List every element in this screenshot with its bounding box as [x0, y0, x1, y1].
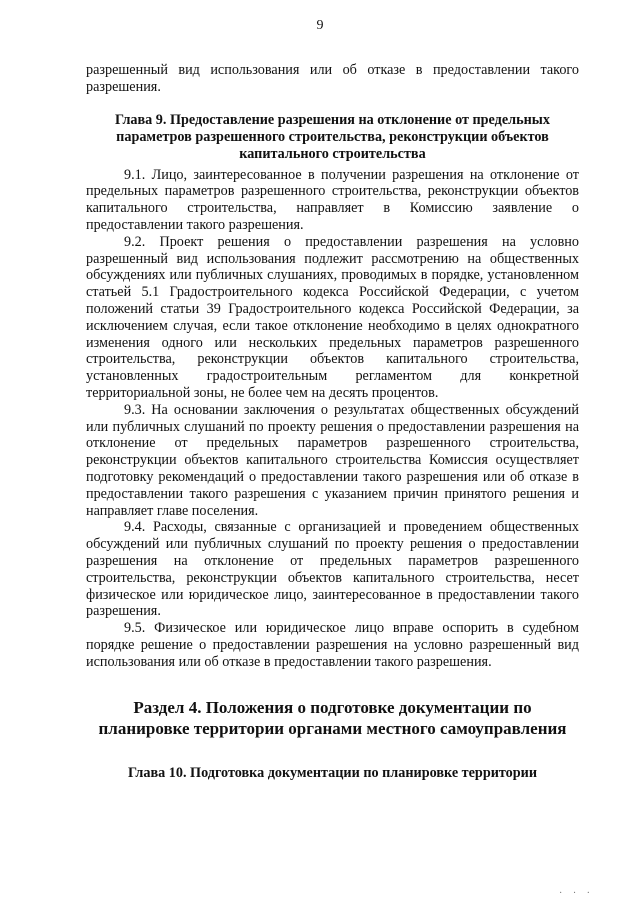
page-number: 9: [316, 18, 324, 33]
paragraph-9-2: 9.2. Проект решения о предоставлении разрешения на условно разрешенный вид использования подлежит рассмотрению на общественных обсуждениях или публичных слушаниях, проводимых в порядке, установленном статьей 5.1 Градостроительного кодекса Российской Федерации, с учетом положений статьи 39 Градостроительного кодекса Российской Федерации, за исключением случая, если такое отклонение необходимо в целях однократного изменения одного или нескольких предельных параметров разрешенного строительства, реконструкции объектов капитального строительства, установленных градостроительным регламентом для конкретной территориальной зоны, не более чем на десять процентов.: [86, 233, 579, 401]
continuation-paragraph: разрешенный вид использования или об отказе в предоставлении такого разрешения.: [86, 62, 579, 95]
paragraph-9-4: 9.4. Расходы, связанные с организацией и проведением общественных обсуждений или публичных слушаний по проекту решения о предоставлении разрешения на отклонение от предельных параметров разрешенного строительства, реконструкции объектов капитального строительства, несет физическое или юридическое лицо, заинтересованное в предоставлении такого разрешения.: [86, 519, 579, 620]
document-body: [86, 62, 579, 782]
paragraph-9-5: 9.5. Физическое или юридическое лицо вправе оспорить в судебном порядке решение о предоставлении разрешения на условно разрешенный вид использования или об отказе в предоставлении такого разрешения.: [86, 620, 579, 670]
chapter-10-heading: Глава 10. Подготовка документации по планировке территории: [127, 764, 538, 781]
scan-margin-mark: · · ·: [559, 888, 594, 899]
section-4-heading: Раздел 4. Положения о подготовке документации по планировке территории органами местного самоуправления: [98, 697, 567, 738]
paragraph-9-1: 9.1. Лицо, заинтересованное в получении разрешения на отклонение от предельных параметров разрешенного строительства, реконструкции объектов капитального строительства, направляет в Комиссию заявление о предоставлении такого разрешения.: [86, 166, 579, 233]
chapter-9-heading: Глава 9. Предоставление разрешения на отклонение от предельных параметров разрешенного строительства, реконструкции объектов капитального строительства: [115, 111, 550, 162]
paragraph-9-3: 9.3. На основании заключения о результатах общественных обсуждений или публичных слушаний по проекту решения о предоставлении разрешения на отклонение от предельных параметров разрешенного строительства, реконструкции объектов капитального строительства Комиссия осуществляет подготовку рекомендаций о предоставлении такого разрешения или об отказе в предоставлении такого разрешения с указанием причин принятого решения и направляет главе поселения.: [86, 401, 579, 519]
